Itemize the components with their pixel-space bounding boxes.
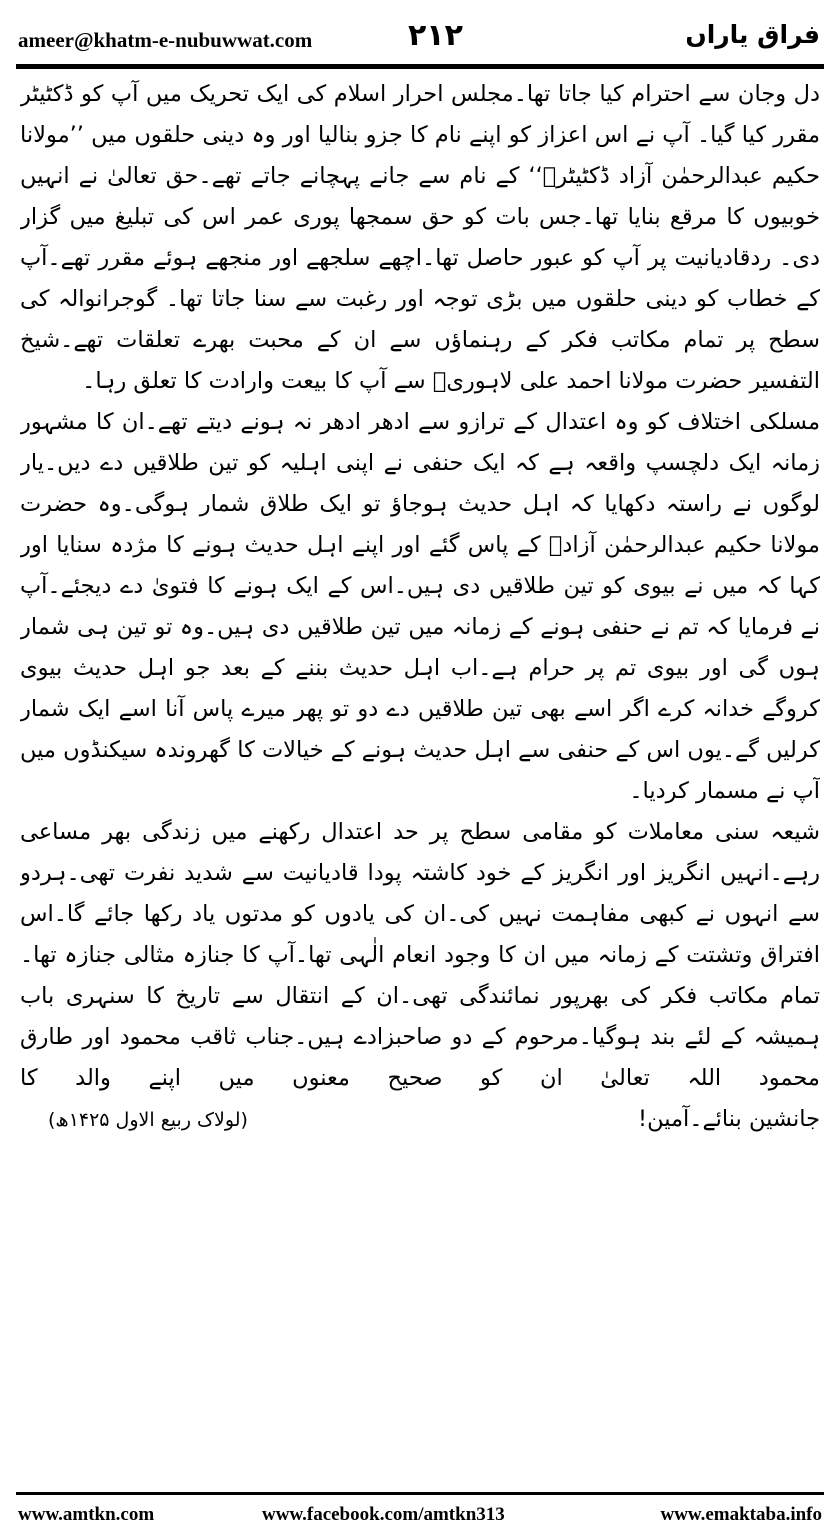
- page-header: [16, 12, 824, 62]
- footer-link-facebook[interactable]: www.facebook.com/amtkn313: [262, 1504, 505, 1525]
- book-title: فراق یاراں: [685, 20, 820, 49]
- paragraph-3: شیعہ سنی معاملات کو مقامی سطح پر حد اعتدال رکھنے میں زندگی بھر مساعی رہے۔انہیں انگریز اور انگریز کے خود کاشتہ پودا قادیانیت سے شدید نفرت تھی۔ہردو سے انہوں نے کبھی مفاہمت نہیں کی۔ان کی یادوں کو مدتوں یاد رکھا جائے گا۔اس افتراق وتشتت کے زمانہ میں ان کا وجود انعام الٰہی تھا۔آپ کا جنازہ مثالی جنازہ تھا۔تمام مکاتب فکر کی بھرپور نمائندگی تھی۔ان کے انتقال سے تاریخ کا سنہری باب ہمیشہ کے لئے بند ہوگیا۔مرحوم کے دو صاحبزادے ہیں۔جناب ثاقب محمود اور طارق محمود اللہ تعالیٰ ان کو صحیح معنوں میں اپنے والد کا: [20, 819, 820, 1091]
- page-number: ۲۱۲: [408, 18, 463, 53]
- header-divider: [16, 64, 824, 69]
- header-email[interactable]: ameer@khatm-e-nubuwwat.com: [18, 28, 313, 52]
- page-body: [20, 74, 820, 1444]
- footer-link-emaktaba[interactable]: www.emaktaba.info: [660, 1504, 822, 1525]
- paragraph-2: مسلکی اختلاف کو وہ اعتدال کے ترازو سے ادھر ادھر نہ ہونے دیتے تھے۔ان کا مشہور زمانہ ایک دلچسپ واقعہ ہے کہ ایک حنفی نے اپنی اہلیہ کو تین طلاقیں دے دیں۔یار لوگوں نے راستہ دکھایا کہ اہل حدیث ہوجاؤ تو ایک طلاق شمار ہوگی۔وہ حضرت مولانا حکیم عبدالرحمٰن آزادؒ کے پاس گئے اور اپنے اہل حدیث ہونے کا مژدہ سنایا اور کہا کہ میں نے بیوی کو تین طلاقیں دی ہیں۔اس کے ایک ہونے کا فتویٰ دے دیجئے۔آپ نے فرمایا کہ تم نے حنفی ہونے کے زمانہ میں تین طلاقیں دی ہیں۔وہ تو تین ہی شمار ہوں گی اور بیوی تم پر حرام ہے۔اب اہل حدیث بننے کے بعد جو اہل حدیث بیوی کروگے خدانہ کرے اگر اسے بھی تین طلاقیں دے دو تو پھر میرے پاس آنا اسے ایک شمار کرلیں گے۔یوں اس کے حنفی سے اہل حدیث ہونے کے خیالات کا گھروندہ سیکنڈوں میں آپ نے مسمار کردیا۔: [20, 409, 820, 804]
- closing-text: جانشین بنائے۔آمین!: [638, 1106, 820, 1132]
- footer-link-amtkn[interactable]: www.amtkn.com: [18, 1504, 155, 1525]
- page-footer: [16, 1502, 824, 1532]
- closing-line: [20, 1099, 820, 1140]
- footer-divider: [16, 1492, 824, 1495]
- source-citation: (لولاک ربیع الاول ۱۴۲۵ھ): [48, 1109, 248, 1131]
- paragraph-1: دل وجان سے احترام کیا جاتا تھا۔مجلس احرار اسلام کی ایک تحریک میں آپ کو ڈکٹیٹر مقرر کیا گیا۔ آپ نے اس اعزاز کو اپنے نام کا جزو بنالیا اور وہ دینی حلقوں میں ’’مولانا حکیم عبدالرحمٰن آزاد ڈکٹیٹرؒ‘‘ کے نام سے جانے پہچانے جاتے تھے۔حق تعالیٰ نے انہیں خوبیوں کا مرقع بنایا تھا۔جس بات کو حق سمجھا پوری عمر اس کی تبلیغ میں گزار دی۔ ردقادیانیت پر آپ کو عبور حاصل تھا۔اچھے سلجھے اور منجھے ہوئے مقرر تھے۔آپ کے خطاب کو دینی حلقوں میں بڑی توجہ اور رغبت سے سنا جاتا تھا۔ گوجرانوالہ کی سطح پر تمام مکاتب فکر کے رہنماؤں سے ان کے محبت بھرے تعلقات تھے۔شیخ التفسیر حضرت مولانا احمد علی لاہوریؒ سے آپ کا بیعت وارادت کا تعلق رہا۔: [20, 81, 820, 394]
